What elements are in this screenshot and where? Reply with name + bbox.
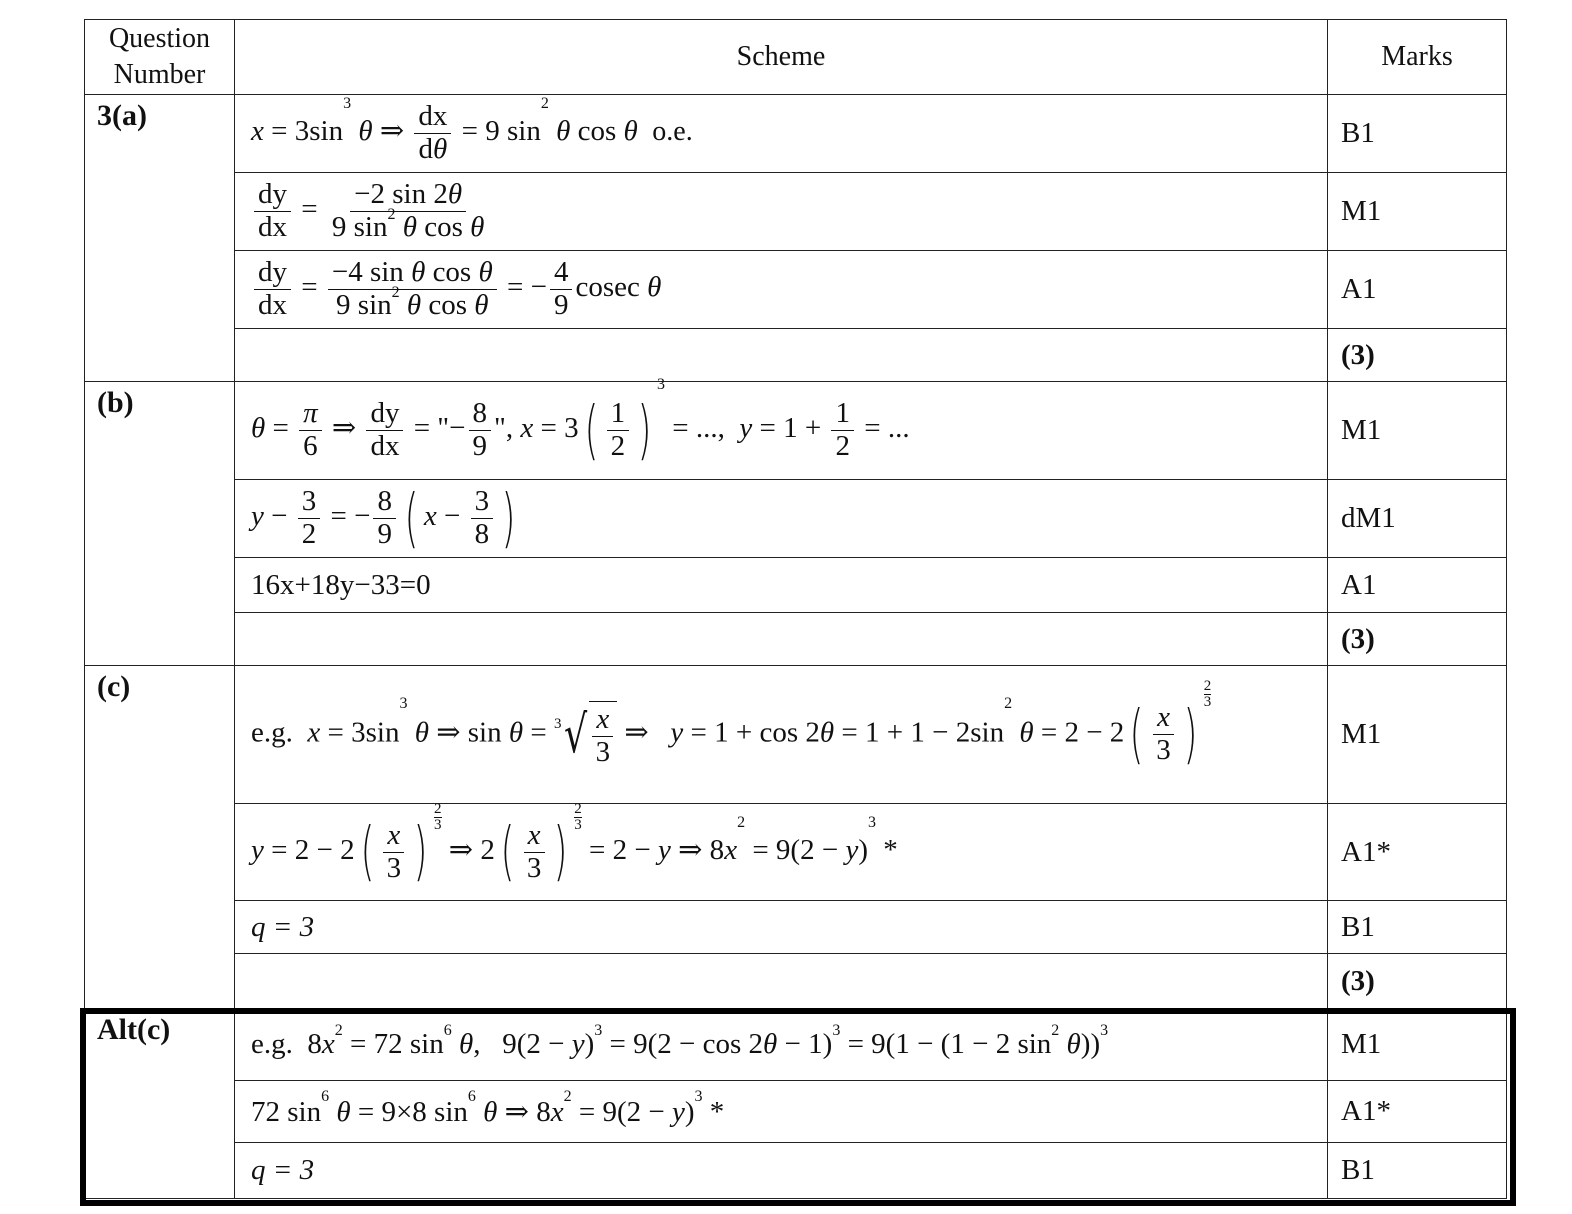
question-label-3a: 3(a) <box>85 95 235 382</box>
table-row <box>85 613 1507 666</box>
mark-cell: A1 <box>1328 558 1507 613</box>
oe-note: o.e. <box>652 116 693 148</box>
scheme-line: e.g. $8x^2 = 72$ $\sin^6 \theta$, $9(2 - y)^3 = 9(2 - \cos 2\theta - 1)^3 = 9(1 - (1 - 2$ $\sin^2 \theta))^3$ <box>235 1009 1328 1081</box>
mark-cell: A1 <box>1328 251 1507 329</box>
scheme-line: 72 $\sin^6 \theta = 9\times 8$ $\sin^6 \theta$ ⇒ $8x^2 = 9(2 - y)^3$ * <box>235 1081 1328 1143</box>
question-number-header: Question Number <box>85 20 235 95</box>
question-label-3b: (b) <box>85 382 235 666</box>
table-row <box>85 382 1507 480</box>
table-row <box>85 1009 1507 1081</box>
scheme-header: Scheme <box>235 20 1328 95</box>
table-row <box>85 954 1507 1009</box>
mark-cell: A1* <box>1328 1081 1507 1143</box>
mark-cell: A1* <box>1328 804 1507 901</box>
mark-cell: M1 <box>1328 382 1507 480</box>
mark-total: (3) <box>1328 329 1507 382</box>
mark-total: (3) <box>1328 613 1507 666</box>
table-row <box>85 558 1507 613</box>
empty-scheme-cell <box>235 613 1328 666</box>
mark-scheme-table <box>84 19 1507 1199</box>
scheme-line: 16x+18y−33=0 <box>235 558 1328 613</box>
table-row <box>85 480 1507 558</box>
scheme-line: q = 3 <box>235 1143 1328 1199</box>
mark-cell: M1 <box>1328 666 1507 804</box>
scheme-line: e.g. $x = 3\sin^3$ θ ⇒ sin θ = 3 √ $\frac{x}{3}$ ⇒ $y = 1 + \cos 2\theta = 1 + 1 - 2\sin^2$ θ = 2 − 2( $\frac{x}{3}$ ) $\frac{2}{3}$ <box>235 666 1328 804</box>
empty-scheme-cell <box>235 954 1328 1009</box>
table-row <box>85 1143 1507 1199</box>
question-label-3c: (c) <box>85 666 235 1009</box>
mark-cell: dM1 <box>1328 480 1507 558</box>
scheme-line: y − $\frac{3}{2}$ = − $\frac{8}{9}$ ( x − $\frac{3}{8}$ ) <box>235 480 1328 558</box>
scheme-line: $\frac{dy}{dx}$ = $\frac{\text{−4 sin θ cos θ}}{9 \sin^2 \theta \cos \theta}$ = − $\frac{4}{9}$ cosec θ <box>235 251 1328 329</box>
mark-cell: B1 <box>1328 901 1507 954</box>
eg-prefix: e.g. <box>251 716 293 749</box>
table-row <box>85 329 1507 382</box>
table-row <box>85 666 1507 804</box>
mark-cell: B1 <box>1328 95 1507 173</box>
mark-total: (3) <box>1328 954 1507 1009</box>
mark-cell: M1 <box>1328 1009 1507 1081</box>
table-row <box>85 804 1507 901</box>
scheme-line: $\frac{dy}{dx}$ = $\frac{-2 \sin 2\theta}{9 \sin^2 \theta \cos \theta}$ <box>235 173 1328 251</box>
table-row <box>85 251 1507 329</box>
table-row <box>85 173 1507 251</box>
mark-cell: M1 <box>1328 173 1507 251</box>
mark-cell: B1 <box>1328 1143 1507 1199</box>
table-row <box>85 901 1507 954</box>
marks-header: Marks <box>1328 20 1507 95</box>
scheme-line: $x = 3\sin^3$ θ ⇒ $\frac{dx}{d\theta}$ = 9 $\sin^2 \theta$ cos θ o.e. <box>235 95 1328 173</box>
scheme-line: q = 3 <box>235 901 1328 954</box>
table-row <box>85 95 1507 173</box>
table-row <box>85 1081 1507 1143</box>
scheme-line: θ = $\frac{\pi}{6}$ ⇒ $\frac{dy}{dx}$ = "− $\frac{8}{9}$ ", x = 3( $\frac{1}{2}$ )$^3$ = ..., y = 1 + $\frac{1}{2}$ = ... <box>235 382 1328 480</box>
scheme-line: y = 2 − 2( $\frac{x}{3}$ ) $\frac{2}{3}$ ⇒ 2( $\frac{x}{3}$ ) $\frac{2}{3}$ = 2 − y ⇒ $8x^2 = 9(2 - y)^3$ * <box>235 804 1328 901</box>
eg-prefix: e.g. <box>251 1028 293 1060</box>
question-label-alt-c: Alt(c) <box>85 1009 235 1199</box>
empty-scheme-cell <box>235 329 1328 382</box>
header-row <box>85 20 1507 95</box>
